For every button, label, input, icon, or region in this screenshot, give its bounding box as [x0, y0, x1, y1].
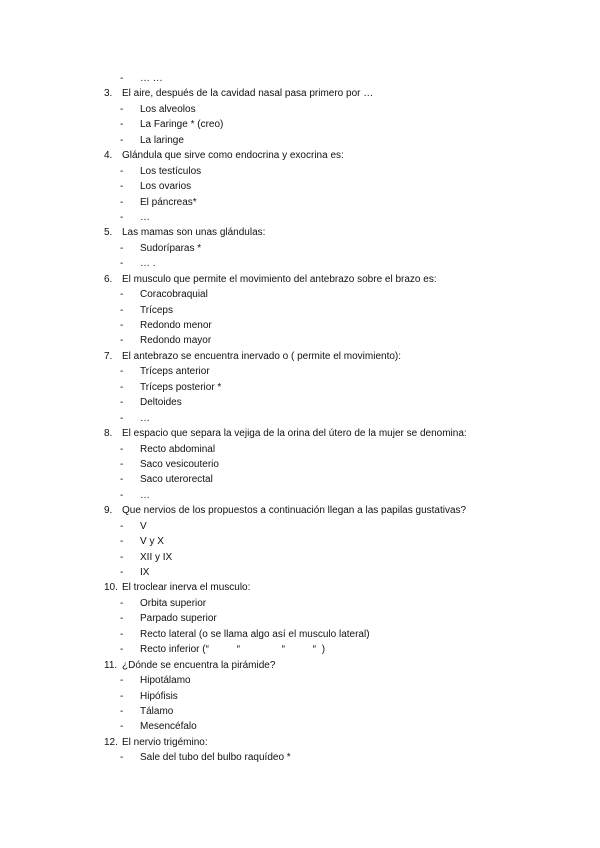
option-text: Saco vesicouterio	[140, 458, 219, 470]
question-line	[104, 86, 564, 101]
dash-bullet: -	[120, 381, 124, 393]
question-text: ¿Dónde se encuentra la pirámide?	[122, 659, 276, 671]
question-line	[104, 735, 564, 750]
option-line	[104, 550, 564, 565]
option-text: Sale del tubo del bulbo raquídeo *	[140, 752, 291, 764]
question-line	[104, 148, 564, 163]
option-line	[104, 318, 564, 333]
question-text: El antebrazo se encuentra inervado o ( permite el movimiento):	[122, 350, 402, 362]
option-text: … .	[140, 258, 156, 270]
dash-bullet: -	[120, 705, 124, 717]
question-text: El troclear inerva el musculo:	[122, 582, 251, 594]
option-line	[104, 534, 564, 549]
dash-bullet: -	[120, 196, 124, 208]
question-list	[104, 71, 564, 766]
question-number: 10.	[104, 582, 118, 594]
question-number: 6.	[104, 273, 113, 285]
option-line	[104, 442, 564, 457]
option-line	[104, 210, 564, 225]
option-text: Tálamo	[140, 705, 174, 717]
option-text: Orbita superior	[140, 597, 207, 609]
option-text: Recto inferior (“ “ “ “ )	[140, 644, 326, 656]
option-text: Sudoríparas *	[140, 242, 202, 254]
dash-bullet: -	[120, 242, 124, 254]
option-line	[104, 750, 564, 765]
option-text: Coracobraquial	[140, 289, 208, 301]
option-text: Los ovarios	[140, 181, 192, 193]
question-number: 4.	[104, 150, 113, 162]
dash-bullet: -	[120, 412, 124, 424]
question-text: Glándula que sirve como endocrina y exocrina es:	[122, 150, 344, 162]
dash-bullet: -	[120, 335, 124, 347]
dash-bullet: -	[120, 443, 124, 455]
dash-bullet: -	[120, 690, 124, 702]
option-line	[104, 689, 564, 704]
dash-bullet: -	[120, 304, 124, 316]
question-text: Las mamas son unas glándulas:	[122, 227, 266, 239]
dash-bullet: -	[120, 536, 124, 548]
option-text: Tríceps anterior	[140, 366, 210, 378]
question-number: 11.	[104, 659, 118, 671]
dash-bullet: -	[120, 211, 124, 223]
dash-bullet: -	[120, 397, 124, 409]
dash-bullet: -	[120, 181, 124, 193]
dash-bullet: -	[120, 675, 124, 687]
option-line	[104, 596, 564, 611]
dash-bullet: -	[120, 567, 124, 578]
question-line	[104, 426, 564, 441]
dash-bullet: -	[120, 320, 124, 331]
option-text: Redondo mayor	[140, 335, 212, 347]
dash-bullet: -	[120, 551, 124, 563]
question-text: El aire, después de la cavidad nasal pasa primero por …	[122, 88, 374, 100]
option-line	[104, 133, 564, 148]
question-text: Que nervios de los propuestos a continuación llegan a las papilas gustativas?	[122, 505, 467, 517]
option-line	[104, 411, 564, 426]
option-text: Hipófisis	[140, 690, 178, 702]
option-text: Redondo menor	[140, 320, 212, 331]
option-text: Deltoides	[140, 397, 182, 409]
option-line	[104, 395, 564, 410]
option-text: Los testículos	[140, 165, 202, 177]
option-text: Mesencéfalo	[140, 721, 197, 733]
option-text: Tríceps posterior *	[140, 381, 222, 393]
option-line	[104, 195, 564, 210]
option-line	[104, 704, 564, 719]
option-text: V	[140, 520, 147, 532]
option-text: …	[140, 489, 150, 501]
option-text: …	[140, 211, 150, 223]
option-line	[104, 102, 564, 117]
dash-bullet: -	[120, 520, 124, 532]
option-line	[104, 565, 564, 580]
option-text: Parpado superior	[140, 613, 217, 625]
option-text: Hipotálamo	[140, 675, 191, 687]
question-number: 3.	[104, 88, 113, 100]
question-line	[104, 272, 564, 287]
option-line	[104, 179, 564, 194]
question-text: El nervio trigémino:	[122, 736, 208, 748]
option-text: V y X	[140, 536, 164, 548]
dash-bullet: -	[120, 644, 124, 656]
question-line	[104, 503, 564, 518]
option-line	[104, 642, 564, 657]
dash-bullet: -	[120, 103, 124, 115]
option-line	[104, 164, 564, 179]
option-line	[104, 719, 564, 734]
option-text: Los alveolos	[140, 103, 196, 115]
option-text: Saco uterorectal	[140, 474, 213, 486]
dash-bullet: -	[120, 258, 124, 270]
question-number: 9.	[104, 505, 113, 517]
option-text: El páncreas*	[140, 196, 197, 208]
option-text: La laringe	[140, 134, 184, 146]
option-line	[104, 488, 564, 503]
question-line	[104, 580, 564, 595]
question-number: 12.	[104, 736, 118, 748]
option-line	[104, 457, 564, 472]
question-text: El espacio que separa la vejiga de la orina del útero de la mujer se denomina:	[122, 428, 467, 440]
dash-bullet: -	[120, 474, 124, 486]
dash-bullet: -	[120, 597, 124, 609]
option-text: XII y IX	[140, 551, 173, 563]
question-number: 8.	[104, 428, 113, 440]
option-text: … …	[140, 73, 163, 84]
option-text: IX	[140, 567, 150, 578]
question-line	[104, 658, 564, 673]
dash-bullet: -	[120, 628, 124, 640]
option-line	[104, 472, 564, 487]
option-line	[104, 71, 564, 86]
dash-bullet: -	[120, 752, 124, 764]
dash-bullet: -	[120, 458, 124, 470]
option-text: Tríceps	[140, 304, 173, 316]
dash-bullet: -	[120, 134, 124, 146]
dash-bullet: -	[120, 489, 124, 501]
option-line	[104, 611, 564, 626]
dash-bullet: -	[120, 613, 124, 625]
dash-bullet: -	[120, 289, 124, 301]
option-text: …	[140, 412, 150, 424]
dash-bullet: -	[120, 73, 124, 84]
dash-bullet: -	[120, 165, 124, 177]
option-text: La Faringe * (creo)	[140, 119, 224, 131]
option-line	[104, 303, 564, 318]
question-number: 5.	[104, 227, 113, 239]
question-line	[104, 225, 564, 240]
option-line	[104, 627, 564, 642]
option-line	[104, 256, 564, 271]
option-line	[104, 380, 564, 395]
option-line	[104, 287, 564, 302]
option-line	[104, 519, 564, 534]
dash-bullet: -	[120, 366, 124, 378]
dash-bullet: -	[120, 119, 124, 131]
question-line	[104, 349, 564, 364]
option-line	[104, 333, 564, 348]
dash-bullet: -	[120, 721, 124, 733]
question-number: 7.	[104, 350, 113, 362]
option-line	[104, 673, 564, 688]
question-text: El musculo que permite el movimiento del antebrazo sobre el brazo es:	[122, 273, 437, 285]
option-text: Recto lateral (o se llama algo así el musculo lateral)	[140, 628, 370, 640]
option-text: Recto abdominal	[140, 443, 216, 455]
option-line	[104, 117, 564, 132]
option-line	[104, 241, 564, 256]
option-line	[104, 364, 564, 379]
